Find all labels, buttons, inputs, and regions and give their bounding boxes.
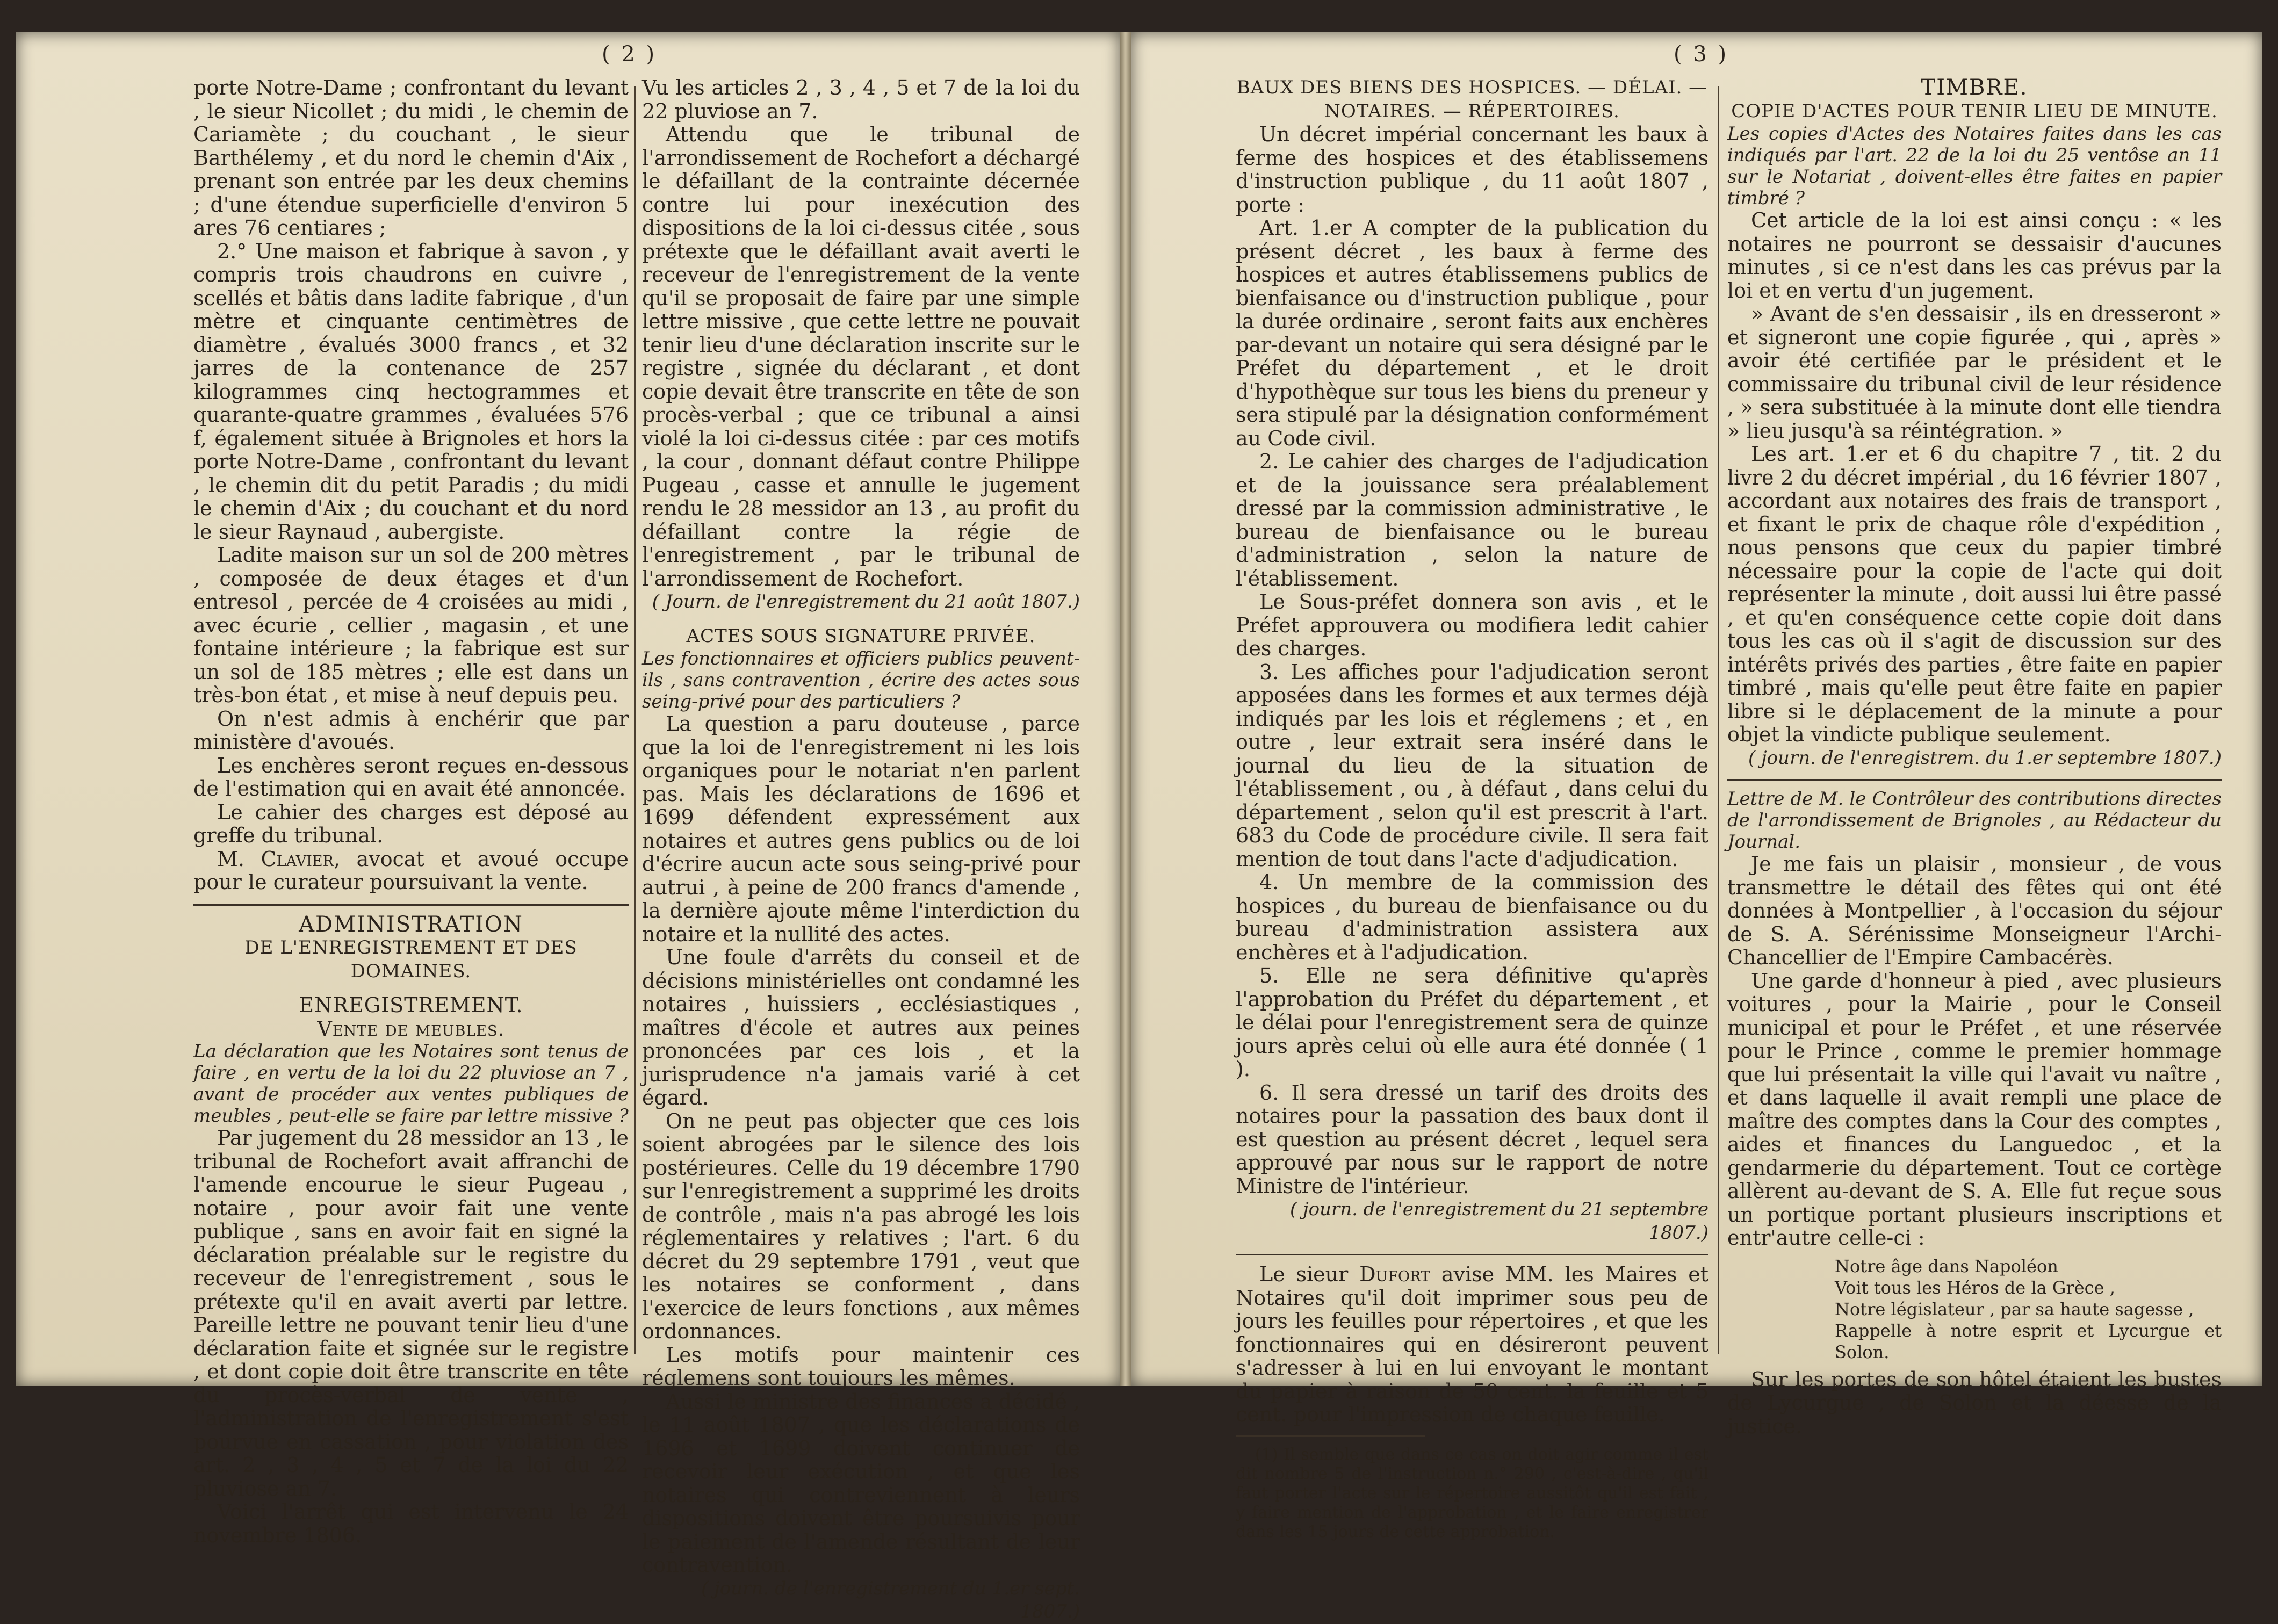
paragraph: Une foule d'arrêts du conseil et de décisions ministérielles ont condamné les notaires , huissiers , ecclésiastiques , maîtres d'école et autres aux peines prononcées par ces lois , et la jurisprudence n'a jamais varié à cet égard. [642,945,1080,1109]
paragraph: Les enchères seront reçues en-dessous de l'estimation qui en avait été annoncée. [193,753,629,800]
section-title: ACTES SOUS SIGNATURE PRIVÉE. [686,625,1036,647]
paragraph: Aussi le ministre des finances a décidé , le 11 août 1807 , que les déclarations de 1696 et 1699 doivent continuer de recevoir leur exécution , et que les notaires qui contreviennent à leurs dispositions doivent être poursuivis pour le paiement de l'amende résultant de leur contravention. [642,1389,1080,1577]
paragraph: Ladite maison sur un sol de 200 mètres , composée de deux étages et d'un entresol , percée de 4 croisées au midi , avec écurie , cellier , magasin , et une fontaine intérieure ; la fabrique est sur un sol de 185 mètres ; elle est dans un très-bon état , et mise à neuf depuis peu. [193,543,629,707]
paragraph: » Avant de s'en dessaisir , ils en dresseront » et signeront une copie figurée , qui , après » avoir été certifiée par le président et le commissaire du tribunal civil de leur résidence , » sera substituée à la minute dont elle tiendra » lieu jusqu'à sa réintégration. » [1727,302,2222,443]
source-citation: ( journ. de l'enregistrement du 1.er sept. 1807.) [701,1577,1080,1622]
poem-line: Notre âge dans Napoléon [1835,1255,2058,1276]
paragraph: Les motifs pour maintenir ces réglemens sont toujours les mêmes. [642,1342,1080,1390]
right-page [1131,32,2262,1541]
page-number-left: ( 2 ) [602,42,657,67]
paragraph: Un décret impérial concernant les baux à ferme des hospices et des établissemens d'instruction publique , du 11 août 1807 , porte : [1236,122,1708,216]
source-citation: ( journ. de l'enregistrement du 21 septembre 1807.) [1290,1199,1708,1244]
question: Les copies d'Actes des Notaires faites dans les cas indiqués par l'art. 22 de la loi du 25 ventôse an 11 sur le Notariat , doivent-elles être faites en papier timbré ? [1727,123,2222,209]
paragraph: Attendu que le tribunal de l'arrondissement de Rochefort a déchargé le défaillant de la contrainte décernée contre lui pour inexécution des dispositions de la loi ci-dessus citée , sous prétexte que le défaillant avait averti le receveur de l'enregistrement de la vente qu'il se proposait de faire par une simple lettre missive , que cette lettre ne pouvait tenir lieu d'une déclaration inscrite sur le registre , signée du déclarant , et dont copie devait être transcrite en tête de son procès-verbal ; que ce tribunal a ainsi violé la loi ci-dessus citée : par ces motifs , la cour , donnant défaut contre Philippe Pugeau , casse et annulle le jugement rendu le 28 messidor an 13 , au profit du défaillant contre la régie de l'enregistrement , par le tribunal de l'arrondissement de Rochefort. [642,122,1080,590]
poem-line: Rappelle à notre esprit et Lycurgue et Solon. [1835,1320,2222,1362]
subsection-title: Vente de meubles. [317,1016,505,1041]
paragraph-text: , avocat et avoué occupe pour le curateur poursuivant la vente. [193,847,629,894]
paragraph: Art. 1.er A compter de la publication du présent décret , les baux à ferme des hospices et autres établissemens publics de bienfaisance ou d'instruction publique , pour la durée ordinaire , seront faits aux enchères par-devant un notaire qui sera désigné par le Préfet du département , et le droit d'hypothèque sur tous les biens du preneur y sera stipulé par la désignation conformément au Code civil. [1236,216,1708,450]
question: La déclaration que les Notaires sont tenus de faire , en vertu de la loi du 22 pluviose an 7 , avant de procéder aux ventes publiques de meubles , peut-elle se faire par lettre missive ? [193,1041,629,1127]
question: Les fonctionnaires et officiers publics peuvent-ils , sans contravention , écrire des actes sous seing-privé pour des particuliers ? [642,648,1080,712]
source-citation: ( journ. de l'enregistrem. du 1.er septembre 1807.) [1748,747,2222,769]
paragraph: 5. Elle ne sera définitive qu'après l'approbation du Préfet du département , et le délai pour l'enregistrement sera de quinze jours après celui où elle aura été donnée ( 1 ). [1236,964,1708,1081]
paragraph: porte Notre-Dame ; confrontant du levant , le sieur Nicollet ; du midi , le chemin de Cariamète ; du couchant , le sieur Barthélemy , et du nord le chemin d'Aix , prenant son entrée par les deux chemins ; d'une étendue superficielle d'environ 5 ares 76 centiares ; [193,76,629,240]
section-title: TIMBRE. [1921,75,2028,100]
column-rule [1718,86,1719,1354]
paragraph-text: Le sieur [1259,1262,1349,1286]
paragraph: 2. Le cahier des charges de l'adjudication et de la jouissance sera préalablement dressé par la commission administrative , le bureau de bienfaisance ou le bureau d'administration , selon la nature de l'établissement. [1236,450,1708,590]
paragraph: Cet article de la loi est ainsi conçu : « les notaires ne pourront se dessaisir d'aucunes minutes , si ce n'est dans les cas prévus par la loi et en vertu d'un jugement. [1727,208,2222,302]
paragraph: 2.° Une maison et fabrique à savon , y compris trois chaudrons en cuivre , scellés et bâtis dans ladite fabrique , d'un mètre et cinquante centimètres de diamètre , évalués 3000 francs , et 32 jarres de la contenance de 257 kilogrammes cinq hectogrammes et quarante-quatre grammes , évaluées 576 f, également située à Brignoles et hors la porte Notre-Dame , confrontant du levant , le chemin dit du petit Paradis ; du midi le chemin d'Aix ; du couchant et du nord le sieur Raynaud , aubergiste. [193,239,629,544]
paragraph: On ne peut pas objecter que ces lois soient abrogées par le silence des lois postérieures. Celle du 19 décembre 1790 sur l'enregistrement a supprimé les droits de contrôle , mais n'a pas abrogé les lois réglementaires y relatives ; l'art. 6 du décret du 29 septembre 1791 , veut que les notaires se conforment , dans l'exercice de leurs fonctions , aux mêmes ordonnances. [642,1109,1080,1343]
footnote: (1) Il semble que dans ce cas on doit agir comme il est dit nombre 5 de l'instruction n.° 290 , c'est-à-dire , qu'il faut porter l'acte sur le répertoire aussitôt qu'il est fait , y faire mention de l'approbation , et le faire enregistrer dans les 15 jours de cette approbation. [1236,1445,1708,1541]
poem-line: Notre législateur , par sa haute sagesse , [1835,1298,2194,1319]
letter-heading: Lettre de M. le Contrôleur des contributions directes de l'arrondissement de Brignoles , au Rédacteur du Journal. [1727,788,2222,853]
paragraph: Le cahier des charges est déposé au greffe du tribunal. [193,800,629,847]
paragraph: On n'est admis à enchérir que par ministère d'avoués. [193,706,629,754]
page-fold [1120,32,1131,1386]
section-subtitle: DE L'ENREGISTREMENT ET DES DOMAINES. [244,937,578,982]
paragraph: Vu les articles 2 , 3 , 4 , 5 et 7 de la loi du 22 pluviose an 7. [642,76,1080,123]
paragraph [193,848,629,894]
footnote-rule [1236,1435,1425,1437]
paragraph: La question a paru douteuse , parce que la loi de l'enregistrement ni les lois organiques pour le notariat n'en parlent pas. Mais les déclarations de 1696 et 1699 défendent expressément aux notaires et autres gens publics ou de loi d'écrire aucun acte sous seing-privé pour autrui , à peine de 200 francs d'amende , la dernière ajoute même l'interdiction du notaire et la nullité des actes. [642,712,1080,946]
paragraph: Les art. 1.er et 6 du chapitre 7 , tit. 2 du livre 2 du décret impérial , du 16 février 1807 , accordant aux notaires des frais de transport , et fixant le prix de chaque rôle d'expédition , nous pensons que ceux du papier timbré nécessaire pour la copie de l'acte qui doit représenter la minute , doit aussi lui être passé , et qu'en conséquence cette copie doit dans tous les cas où il s'agit de discussion sur des intérêts privés des parties , être faite en papier timbré , mais qu'elle peut être faite en papier libre si le déplacement de la minute a pour objet la vindicte publique seulement. [1727,442,2222,746]
source-citation: ( Journ. de l'enregistrement du 21 août 1807.) [652,591,1080,612]
column-rule [634,86,636,1354]
left-column-2 [642,76,1080,1622]
left-column-1 [193,76,629,1547]
section-rule [1727,779,2222,781]
person-name: Dufort [1359,1262,1431,1286]
poem-line: Voit tous les Héros de la Grèce , [1835,1277,2115,1298]
section-rule [193,904,629,906]
paragraph: 3. Les affiches pour l'adjudication seront apposées dans les formes et aux termes déjà indiqués par les lois et réglemens ; et , en outre , leur extrait sera inséré dans le journal du lieu de la situation de l'établissement , ou , à défaut , dans celui du département , selon qu'il est prescrit à l'art. 683 du Code de procédure civile. Il sera fait mention de tout dans l'acte d'adjudication. [1236,660,1708,871]
right-column-1 [1236,76,1708,1541]
right-column-2 [1727,75,2222,1438]
paragraph: Par jugement du 28 messidor an 13 , le tribunal de Rochefort avait affranchi de l'amende encourue le sieur Pugeau , notaire , pour avoir fait une vente publique , sans en avoir fait en signé la déclaration préalable sur le registre du receveur de l'enregistrement , sous le prétexte qu'il en avait averti par lettre. Pareille lettre ne pouvant tenir lieu d'une déclaration faite et signée sur le registre , et dont copie doit être transcrite en tête du procès-verbal de vente , l'administration de l'enregistrement s'est pourvue en cassation , pour violation des art. 2 , 3 , 4 , 5 et 7 de la loi du 22 pluviose an 7. [193,1126,629,1500]
paragraph: Je me fais un plaisir , monsieur , de vous transmettre le détail des fêtes qui ont été données à Montpellier , à l'occasion du séjour de S. A. Sérénissime Monseigneur l'Archi-Chancellier de l'Empire Cambacérès. [1727,852,2222,969]
subsection-title: COPIE D'ACTES POUR TENIR LIEU DE MINUTE. [1731,100,2218,122]
paragraph [1236,1263,1708,1427]
paragraph: Voici l'arrêt qui est intervenu le 24 novembre 1806. [193,1500,629,1547]
person-name: M. Clavier [217,847,334,871]
paragraph: 6. Il sera dressé un tarif des droits des notaires pour la passation des baux dont il est question au présent décret , lequel sera approuvé par nous sur le rapport de notre Ministre de l'intérieur. [1236,1080,1708,1198]
paragraph: Une garde d'honneur à pied , avec plusieurs voitures , pour la Mairie , pour le Conseil municipal et pour le Préfet , et une réservée pour le Prince , comme le premier hommage que lui présentait la ville qui l'avait vu naître , et dans laquelle il avait rempli une place de maître des comptes dans la Cour des comptes , aides et finances du Languedoc , et la gendarmerie du département. Tout ce cortège allèrent au-devant de S. A. Elle fut reçue sous un portique portant plusieurs inscriptions et entr'autre celle-ci : [1727,969,2222,1250]
paragraph: 4. Un membre de la commission des hospices , du bureau de bienfaisance ou du bureau d'administration assistera aux enchères et à l'adjudication. [1236,870,1708,964]
subsection-title: ENREGISTREMENT. [299,993,523,1017]
paragraph-text: avise MM. les Maires et Notaires qu'il doit imprimer sous peu de jours les feuilles pour répertoires , et que les fonctionnaires qui en désireront peuvent s'adresser à lui en lui envoyant le montant du papier à raison de 50 cent. la feuille et 5 cent. pour l'impression de chaque feuille. [1236,1262,1708,1426]
section-title: ADMINISTRATION [299,912,523,937]
left-page [16,32,1120,1622]
section-title: BAUX DES BIENS DES HOSPICES. — DÉLAI. — NOTAIRES. — RÉPERTOIRES. [1236,77,1708,122]
section-rule [1236,1254,1708,1255]
page-number-right: ( 3 ) [1674,42,1729,67]
paragraph: Le Sous-préfet donnera son avis , et le Préfet approuvera ou modifiera ledit cahier des charges. [1236,590,1708,660]
paragraph: Sur les portes de son hôtel étaient les bustes de Lycurgue , de Solon et la déesse de la justice. [1727,1367,2222,1438]
